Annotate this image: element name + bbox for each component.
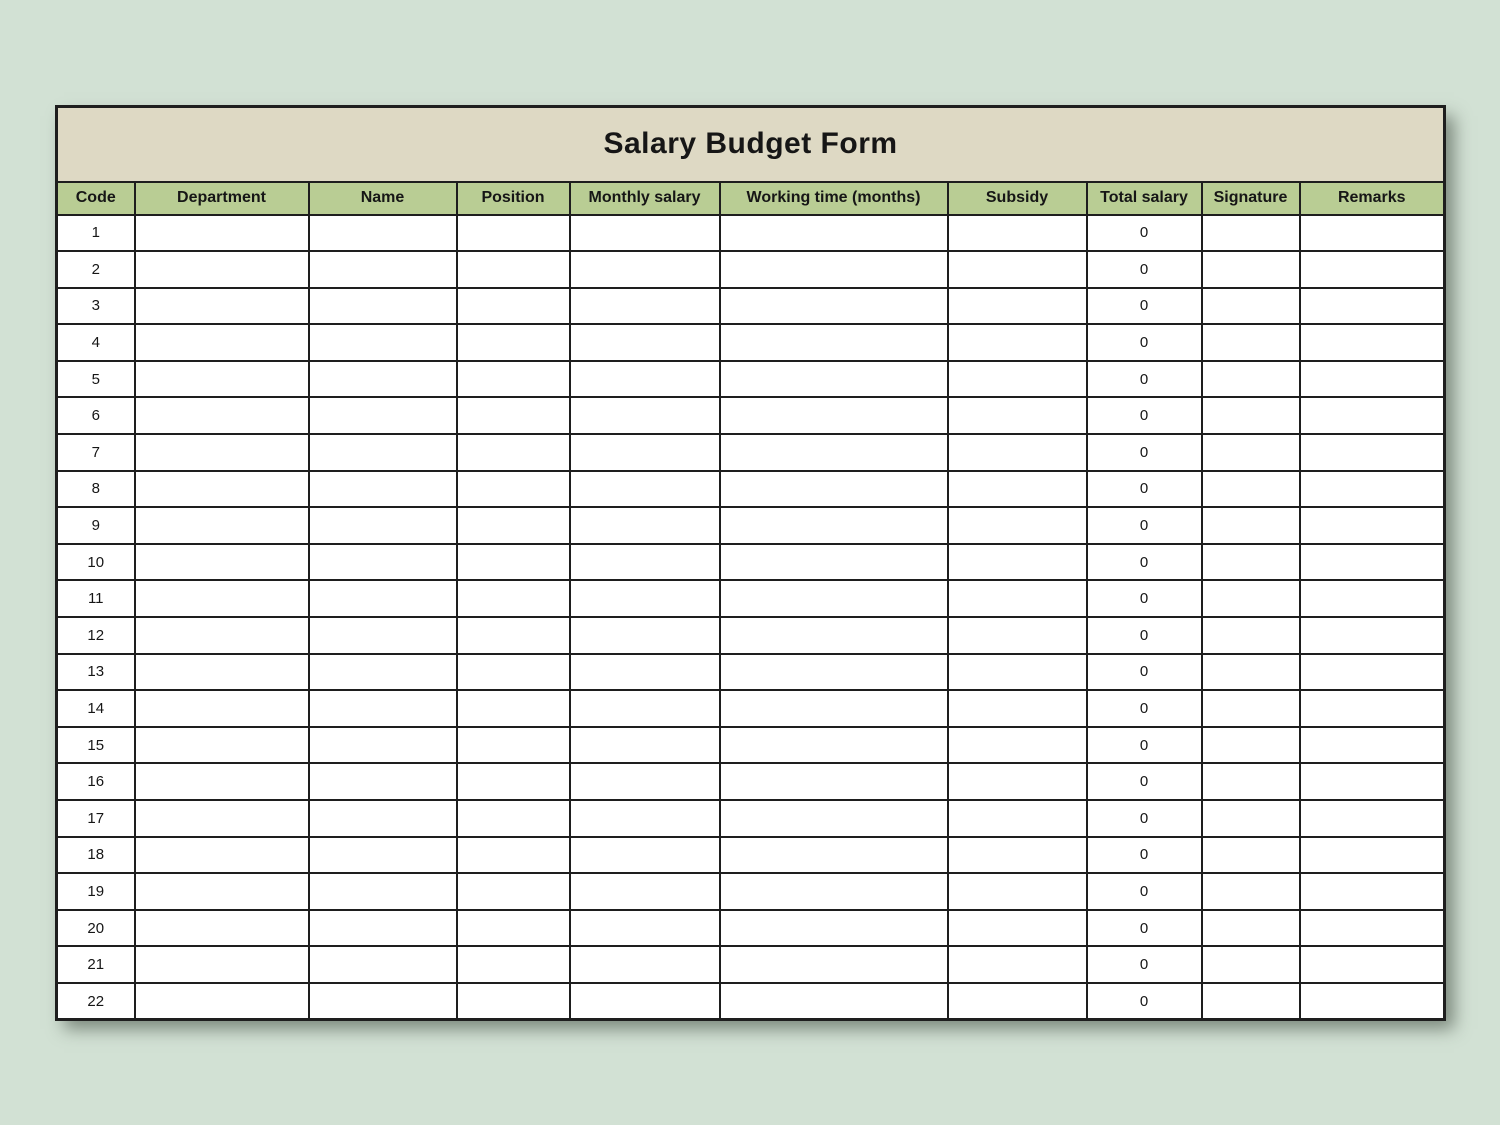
cell-position[interactable] xyxy=(457,434,570,471)
cell-remarks[interactable] xyxy=(1300,910,1445,947)
cell-signature[interactable] xyxy=(1202,361,1300,398)
cell-code[interactable]: 8 xyxy=(57,471,135,508)
cell-name[interactable] xyxy=(309,215,457,252)
cell-subsidy[interactable] xyxy=(948,800,1087,837)
table-row xyxy=(57,288,1445,325)
cell-department[interactable] xyxy=(135,873,309,910)
table-row xyxy=(57,361,1445,398)
cell-subsidy[interactable] xyxy=(948,544,1087,581)
cell-monthly_salary[interactable] xyxy=(570,580,720,617)
table-row xyxy=(57,471,1445,508)
cell-department[interactable] xyxy=(135,361,309,398)
cell-working_time[interactable] xyxy=(720,434,948,471)
cell-monthly_salary[interactable] xyxy=(570,507,720,544)
cell-remarks[interactable] xyxy=(1300,617,1445,654)
salary-table xyxy=(55,105,1446,1021)
cell-department[interactable] xyxy=(135,215,309,252)
cell-name[interactable] xyxy=(309,507,457,544)
cell-working_time[interactable] xyxy=(720,983,948,1020)
column-header-working_time: Working time (months) xyxy=(720,182,948,215)
cell-total_salary[interactable]: 0 xyxy=(1087,397,1202,434)
cell-working_time[interactable] xyxy=(720,763,948,800)
cell-name[interactable] xyxy=(309,690,457,727)
cell-position[interactable] xyxy=(457,397,570,434)
cell-subsidy[interactable] xyxy=(948,837,1087,874)
cell-code[interactable]: 11 xyxy=(57,580,135,617)
cell-subsidy[interactable] xyxy=(948,654,1087,691)
cell-remarks[interactable] xyxy=(1300,983,1445,1020)
table-row xyxy=(57,654,1445,691)
cell-working_time[interactable] xyxy=(720,654,948,691)
cell-department[interactable] xyxy=(135,727,309,764)
cell-total_salary[interactable]: 0 xyxy=(1087,471,1202,508)
table-row xyxy=(57,397,1445,434)
cell-monthly_salary[interactable] xyxy=(570,251,720,288)
cell-signature[interactable] xyxy=(1202,288,1300,325)
cell-working_time[interactable] xyxy=(720,580,948,617)
title-row xyxy=(57,107,1445,182)
cell-department[interactable] xyxy=(135,544,309,581)
cell-subsidy[interactable] xyxy=(948,763,1087,800)
column-header-subsidy: Subsidy xyxy=(948,182,1087,215)
cell-department[interactable] xyxy=(135,654,309,691)
cell-subsidy[interactable] xyxy=(948,251,1087,288)
cell-signature[interactable] xyxy=(1202,617,1300,654)
cell-remarks[interactable] xyxy=(1300,654,1445,691)
cell-code[interactable]: 1 xyxy=(57,215,135,252)
cell-working_time[interactable] xyxy=(720,361,948,398)
cell-remarks[interactable] xyxy=(1300,800,1445,837)
cell-position[interactable] xyxy=(457,837,570,874)
cell-position[interactable] xyxy=(457,251,570,288)
cell-signature[interactable] xyxy=(1202,946,1300,983)
cell-total_salary[interactable]: 0 xyxy=(1087,983,1202,1020)
cell-department[interactable] xyxy=(135,507,309,544)
cell-working_time[interactable] xyxy=(720,215,948,252)
cell-total_salary[interactable]: 0 xyxy=(1087,215,1202,252)
cell-signature[interactable] xyxy=(1202,471,1300,508)
cell-name[interactable] xyxy=(309,361,457,398)
cell-monthly_salary[interactable] xyxy=(570,434,720,471)
cell-code[interactable]: 14 xyxy=(57,690,135,727)
cell-department[interactable] xyxy=(135,983,309,1020)
cell-monthly_salary[interactable] xyxy=(570,727,720,764)
cell-name[interactable] xyxy=(309,544,457,581)
cell-monthly_salary[interactable] xyxy=(570,215,720,252)
cell-subsidy[interactable] xyxy=(948,617,1087,654)
cell-monthly_salary[interactable] xyxy=(570,873,720,910)
cell-code[interactable]: 18 xyxy=(57,837,135,874)
cell-total_salary[interactable]: 0 xyxy=(1087,690,1202,727)
cell-total_salary[interactable]: 0 xyxy=(1087,544,1202,581)
cell-department[interactable] xyxy=(135,288,309,325)
table-row xyxy=(57,800,1445,837)
column-header-position: Position xyxy=(457,182,570,215)
cell-department[interactable] xyxy=(135,324,309,361)
cell-code[interactable]: 19 xyxy=(57,873,135,910)
cell-remarks[interactable] xyxy=(1300,763,1445,800)
cell-name[interactable] xyxy=(309,910,457,947)
cell-subsidy[interactable] xyxy=(948,727,1087,764)
table-row xyxy=(57,727,1445,764)
cell-monthly_salary[interactable] xyxy=(570,397,720,434)
cell-signature[interactable] xyxy=(1202,727,1300,764)
cell-monthly_salary[interactable] xyxy=(570,837,720,874)
cell-signature[interactable] xyxy=(1202,983,1300,1020)
cell-subsidy[interactable] xyxy=(948,215,1087,252)
cell-name[interactable] xyxy=(309,580,457,617)
cell-code[interactable]: 3 xyxy=(57,288,135,325)
cell-remarks[interactable] xyxy=(1300,580,1445,617)
cell-total_salary[interactable]: 0 xyxy=(1087,507,1202,544)
cell-subsidy[interactable] xyxy=(948,471,1087,508)
cell-name[interactable] xyxy=(309,983,457,1020)
header-row xyxy=(57,182,1445,215)
cell-position[interactable] xyxy=(457,507,570,544)
cell-total_salary[interactable]: 0 xyxy=(1087,654,1202,691)
cell-department[interactable] xyxy=(135,690,309,727)
cell-department[interactable] xyxy=(135,800,309,837)
table-row xyxy=(57,324,1445,361)
cell-name[interactable] xyxy=(309,763,457,800)
cell-subsidy[interactable] xyxy=(948,507,1087,544)
cell-total_salary[interactable]: 0 xyxy=(1087,837,1202,874)
cell-code[interactable]: 9 xyxy=(57,507,135,544)
cell-monthly_salary[interactable] xyxy=(570,800,720,837)
table-row xyxy=(57,763,1445,800)
cell-total_salary[interactable]: 0 xyxy=(1087,727,1202,764)
table-row xyxy=(57,251,1445,288)
cell-signature[interactable] xyxy=(1202,397,1300,434)
cell-name[interactable] xyxy=(309,654,457,691)
cell-total_salary[interactable]: 0 xyxy=(1087,800,1202,837)
cell-total_salary[interactable]: 0 xyxy=(1087,251,1202,288)
cell-total_salary[interactable]: 0 xyxy=(1087,763,1202,800)
cell-monthly_salary[interactable] xyxy=(570,324,720,361)
cell-signature[interactable] xyxy=(1202,763,1300,800)
cell-signature[interactable] xyxy=(1202,690,1300,727)
cell-signature[interactable] xyxy=(1202,837,1300,874)
column-header-signature: Signature xyxy=(1202,182,1300,215)
column-header-total_salary: Total salary xyxy=(1087,182,1202,215)
cell-subsidy[interactable] xyxy=(948,983,1087,1020)
cell-remarks[interactable] xyxy=(1300,837,1445,874)
table-row xyxy=(57,910,1445,947)
cell-position[interactable] xyxy=(457,727,570,764)
cell-position[interactable] xyxy=(457,983,570,1020)
table-row xyxy=(57,690,1445,727)
cell-code[interactable]: 4 xyxy=(57,324,135,361)
table-row xyxy=(57,580,1445,617)
cell-monthly_salary[interactable] xyxy=(570,544,720,581)
cell-remarks[interactable] xyxy=(1300,324,1445,361)
cell-department[interactable] xyxy=(135,471,309,508)
cell-code[interactable]: 17 xyxy=(57,800,135,837)
cell-position[interactable] xyxy=(457,910,570,947)
cell-code[interactable]: 16 xyxy=(57,763,135,800)
cell-remarks[interactable] xyxy=(1300,397,1445,434)
cell-signature[interactable] xyxy=(1202,324,1300,361)
cell-signature[interactable] xyxy=(1202,910,1300,947)
column-header-department: Department xyxy=(135,182,309,215)
cell-monthly_salary[interactable] xyxy=(570,983,720,1020)
cell-monthly_salary[interactable] xyxy=(570,763,720,800)
cell-subsidy[interactable] xyxy=(948,910,1087,947)
cell-signature[interactable] xyxy=(1202,654,1300,691)
cell-name[interactable] xyxy=(309,617,457,654)
cell-signature[interactable] xyxy=(1202,215,1300,252)
cell-code[interactable]: 7 xyxy=(57,434,135,471)
cell-total_salary[interactable]: 0 xyxy=(1087,946,1202,983)
cell-code[interactable]: 22 xyxy=(57,983,135,1020)
cell-department[interactable] xyxy=(135,434,309,471)
cell-working_time[interactable] xyxy=(720,946,948,983)
table-row xyxy=(57,434,1445,471)
cell-total_salary[interactable]: 0 xyxy=(1087,361,1202,398)
cell-remarks[interactable] xyxy=(1300,727,1445,764)
cell-department[interactable] xyxy=(135,580,309,617)
cell-remarks[interactable] xyxy=(1300,361,1445,398)
cell-working_time[interactable] xyxy=(720,873,948,910)
cell-name[interactable] xyxy=(309,727,457,764)
cell-subsidy[interactable] xyxy=(948,873,1087,910)
cell-monthly_salary[interactable] xyxy=(570,690,720,727)
cell-code[interactable]: 10 xyxy=(57,544,135,581)
cell-name[interactable] xyxy=(309,946,457,983)
cell-working_time[interactable] xyxy=(720,251,948,288)
cell-code[interactable]: 5 xyxy=(57,361,135,398)
cell-signature[interactable] xyxy=(1202,544,1300,581)
cell-working_time[interactable] xyxy=(720,397,948,434)
cell-name[interactable] xyxy=(309,397,457,434)
table-row xyxy=(57,946,1445,983)
cell-code[interactable]: 20 xyxy=(57,910,135,947)
column-header-code: Code xyxy=(57,182,135,215)
cell-remarks[interactable] xyxy=(1300,215,1445,252)
cell-remarks[interactable] xyxy=(1300,873,1445,910)
cell-name[interactable] xyxy=(309,837,457,874)
table-row xyxy=(57,873,1445,910)
cell-working_time[interactable] xyxy=(720,800,948,837)
table-row xyxy=(57,544,1445,581)
salary-budget-form xyxy=(55,105,1445,1018)
cell-working_time[interactable] xyxy=(720,471,948,508)
cell-monthly_salary[interactable] xyxy=(570,946,720,983)
cell-working_time[interactable] xyxy=(720,324,948,361)
cell-position[interactable] xyxy=(457,471,570,508)
cell-signature[interactable] xyxy=(1202,800,1300,837)
cell-position[interactable] xyxy=(457,215,570,252)
cell-department[interactable] xyxy=(135,946,309,983)
cell-name[interactable] xyxy=(309,288,457,325)
cell-department[interactable] xyxy=(135,763,309,800)
cell-name[interactable] xyxy=(309,251,457,288)
cell-working_time[interactable] xyxy=(720,690,948,727)
table-body xyxy=(57,215,1445,1020)
cell-name[interactable] xyxy=(309,471,457,508)
cell-position[interactable] xyxy=(457,617,570,654)
cell-remarks[interactable] xyxy=(1300,434,1445,471)
cell-position[interactable] xyxy=(457,800,570,837)
cell-name[interactable] xyxy=(309,873,457,910)
cell-remarks[interactable] xyxy=(1300,544,1445,581)
cell-remarks[interactable] xyxy=(1300,251,1445,288)
cell-subsidy[interactable] xyxy=(948,946,1087,983)
cell-subsidy[interactable] xyxy=(948,324,1087,361)
cell-department[interactable] xyxy=(135,617,309,654)
cell-code[interactable]: 2 xyxy=(57,251,135,288)
cell-working_time[interactable] xyxy=(720,288,948,325)
cell-total_salary[interactable]: 0 xyxy=(1087,580,1202,617)
table-row xyxy=(57,215,1445,252)
cell-subsidy[interactable] xyxy=(948,361,1087,398)
cell-total_salary[interactable]: 0 xyxy=(1087,873,1202,910)
table-row xyxy=(57,983,1445,1020)
cell-signature[interactable] xyxy=(1202,251,1300,288)
cell-working_time[interactable] xyxy=(720,507,948,544)
cell-position[interactable] xyxy=(457,361,570,398)
cell-position[interactable] xyxy=(457,544,570,581)
cell-working_time[interactable] xyxy=(720,544,948,581)
cell-working_time[interactable] xyxy=(720,910,948,947)
cell-remarks[interactable] xyxy=(1300,507,1445,544)
cell-signature[interactable] xyxy=(1202,434,1300,471)
cell-department[interactable] xyxy=(135,251,309,288)
cell-position[interactable] xyxy=(457,763,570,800)
cell-remarks[interactable] xyxy=(1300,471,1445,508)
cell-signature[interactable] xyxy=(1202,873,1300,910)
cell-working_time[interactable] xyxy=(720,727,948,764)
cell-monthly_salary[interactable] xyxy=(570,288,720,325)
cell-total_salary[interactable]: 0 xyxy=(1087,288,1202,325)
cell-subsidy[interactable] xyxy=(948,397,1087,434)
cell-total_salary[interactable]: 0 xyxy=(1087,434,1202,471)
cell-subsidy[interactable] xyxy=(948,690,1087,727)
cell-remarks[interactable] xyxy=(1300,288,1445,325)
form-title: Salary Budget Form xyxy=(57,107,1445,182)
cell-name[interactable] xyxy=(309,434,457,471)
cell-department[interactable] xyxy=(135,910,309,947)
cell-monthly_salary[interactable] xyxy=(570,361,720,398)
cell-code[interactable]: 13 xyxy=(57,654,135,691)
table-row xyxy=(57,837,1445,874)
cell-signature[interactable] xyxy=(1202,507,1300,544)
cell-monthly_salary[interactable] xyxy=(570,471,720,508)
cell-position[interactable] xyxy=(457,288,570,325)
cell-name[interactable] xyxy=(309,800,457,837)
cell-total_salary[interactable]: 0 xyxy=(1087,617,1202,654)
cell-position[interactable] xyxy=(457,946,570,983)
cell-code[interactable]: 21 xyxy=(57,946,135,983)
cell-department[interactable] xyxy=(135,397,309,434)
cell-total_salary[interactable]: 0 xyxy=(1087,910,1202,947)
cell-monthly_salary[interactable] xyxy=(570,654,720,691)
cell-remarks[interactable] xyxy=(1300,690,1445,727)
cell-position[interactable] xyxy=(457,873,570,910)
column-header-remarks: Remarks xyxy=(1300,182,1445,215)
cell-subsidy[interactable] xyxy=(948,434,1087,471)
cell-code[interactable]: 12 xyxy=(57,617,135,654)
cell-position[interactable] xyxy=(457,324,570,361)
cell-monthly_salary[interactable] xyxy=(570,910,720,947)
table-row xyxy=(57,617,1445,654)
cell-subsidy[interactable] xyxy=(948,288,1087,325)
cell-monthly_salary[interactable] xyxy=(570,617,720,654)
cell-working_time[interactable] xyxy=(720,837,948,874)
cell-subsidy[interactable] xyxy=(948,580,1087,617)
cell-signature[interactable] xyxy=(1202,580,1300,617)
cell-working_time[interactable] xyxy=(720,617,948,654)
cell-remarks[interactable] xyxy=(1300,946,1445,983)
cell-total_salary[interactable]: 0 xyxy=(1087,324,1202,361)
column-header-name: Name xyxy=(309,182,457,215)
cell-name[interactable] xyxy=(309,324,457,361)
cell-department[interactable] xyxy=(135,837,309,874)
column-header-monthly_salary: Monthly salary xyxy=(570,182,720,215)
cell-position[interactable] xyxy=(457,580,570,617)
table-row xyxy=(57,507,1445,544)
cell-code[interactable]: 6 xyxy=(57,397,135,434)
cell-position[interactable] xyxy=(457,654,570,691)
cell-position[interactable] xyxy=(457,690,570,727)
cell-code[interactable]: 15 xyxy=(57,727,135,764)
